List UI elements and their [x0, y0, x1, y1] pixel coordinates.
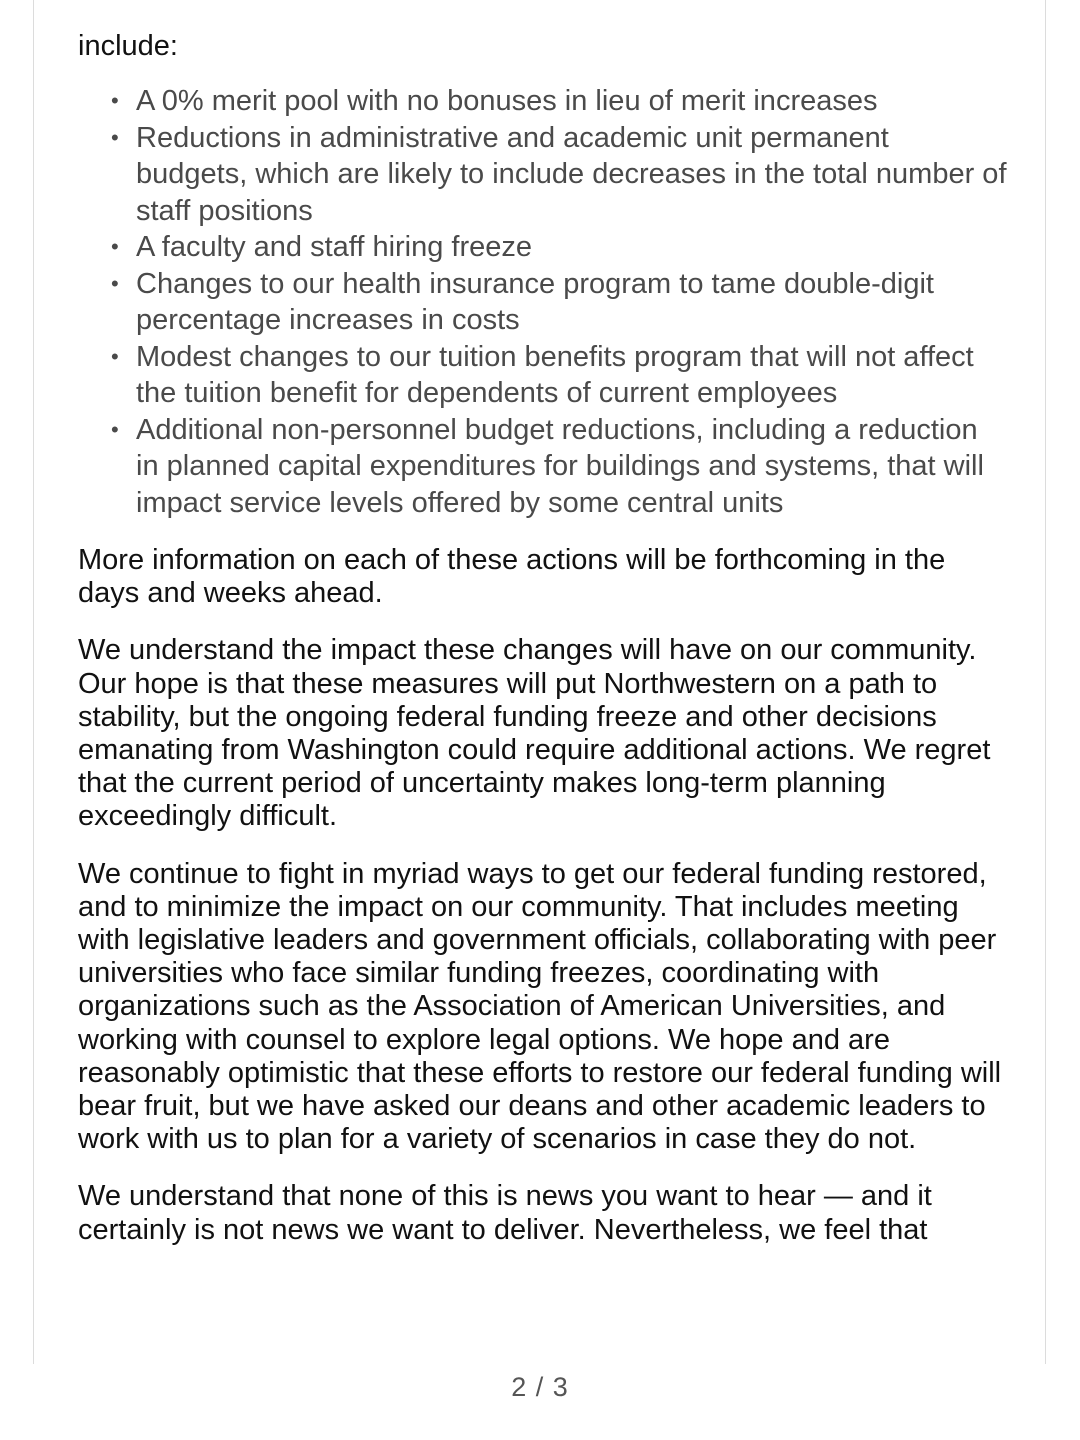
list-item-text: Changes to our health insurance program to tame double-digit percentage increases in costs: [136, 267, 934, 336]
list-item: [111, 339, 1008, 412]
bullet-list: [78, 83, 1008, 521]
bullet-icon: •: [111, 270, 119, 296]
list-item: [111, 266, 1008, 339]
list-item-text: A 0% merit pool with no bonuses in lieu of merit increases: [136, 85, 878, 117]
list-item-text: Additional non-personnel budget reductions, including a reduction in planned capital expenditures for buildings and systems, that will impact service levels offered by some central units: [136, 413, 984, 519]
list-item: [111, 229, 1008, 266]
list-item-text: A faculty and staff hiring freeze: [136, 231, 533, 263]
bullet-icon: •: [111, 234, 119, 259]
paragraph-closing: We understand that none of this is news you want to hear — and it certainly is not news we want to deliver. Nevertheless, we feel that: [78, 1180, 932, 1246]
bullet-icon: •: [111, 88, 119, 113]
intro-text: include:: [78, 30, 178, 62]
paragraph-federal-funding: We continue to fight in myriad ways to get our federal funding restored, and to minimize the impact on our community. That includes meeting with legislative leaders and government officials, collaborating with peer universities who face similar funding freezes, coordinating with organizations such as the Association of American Universities, and working with counsel to explore legal options. We hope and are reasonably optimistic that these efforts to restore our federal funding will bear fruit, but we have asked our deans and other academic leaders to work with us to plan for a variety of scenarios in case they do not.: [78, 857, 1002, 1156]
page-indicator: 2 / 3: [511, 1372, 569, 1402]
bullet-icon: •: [111, 124, 119, 150]
paragraph-forthcoming-info: More information on each of these actions will be forthcoming in the days and weeks ahead.: [78, 544, 946, 610]
list-item-text: Reductions in administrative and academic unit permanent budgets, which are likely to include decreases in the total number of staff positions: [136, 121, 1007, 227]
bullet-icon: •: [111, 416, 119, 442]
list-item: [111, 120, 1008, 230]
list-item: [111, 83, 1008, 120]
bullet-icon: •: [111, 343, 119, 369]
list-item-text: Modest changes to our tuition benefits program that will not affect the tuition benefit for dependents of current employees: [136, 340, 974, 409]
document-page: [33, 0, 1046, 1364]
paragraph-impact: We understand the impact these changes will have on our community. Our hope is that these measures will put Northwestern on a path to stability, but the ongoing federal funding freeze and other decisions emanating from Washington could require additional actions. We regret that the current period of uncertainty makes long-term planning exceedingly difficult.: [78, 634, 991, 833]
list-item: [111, 412, 1008, 522]
document-content: [78, 29, 1008, 1247]
